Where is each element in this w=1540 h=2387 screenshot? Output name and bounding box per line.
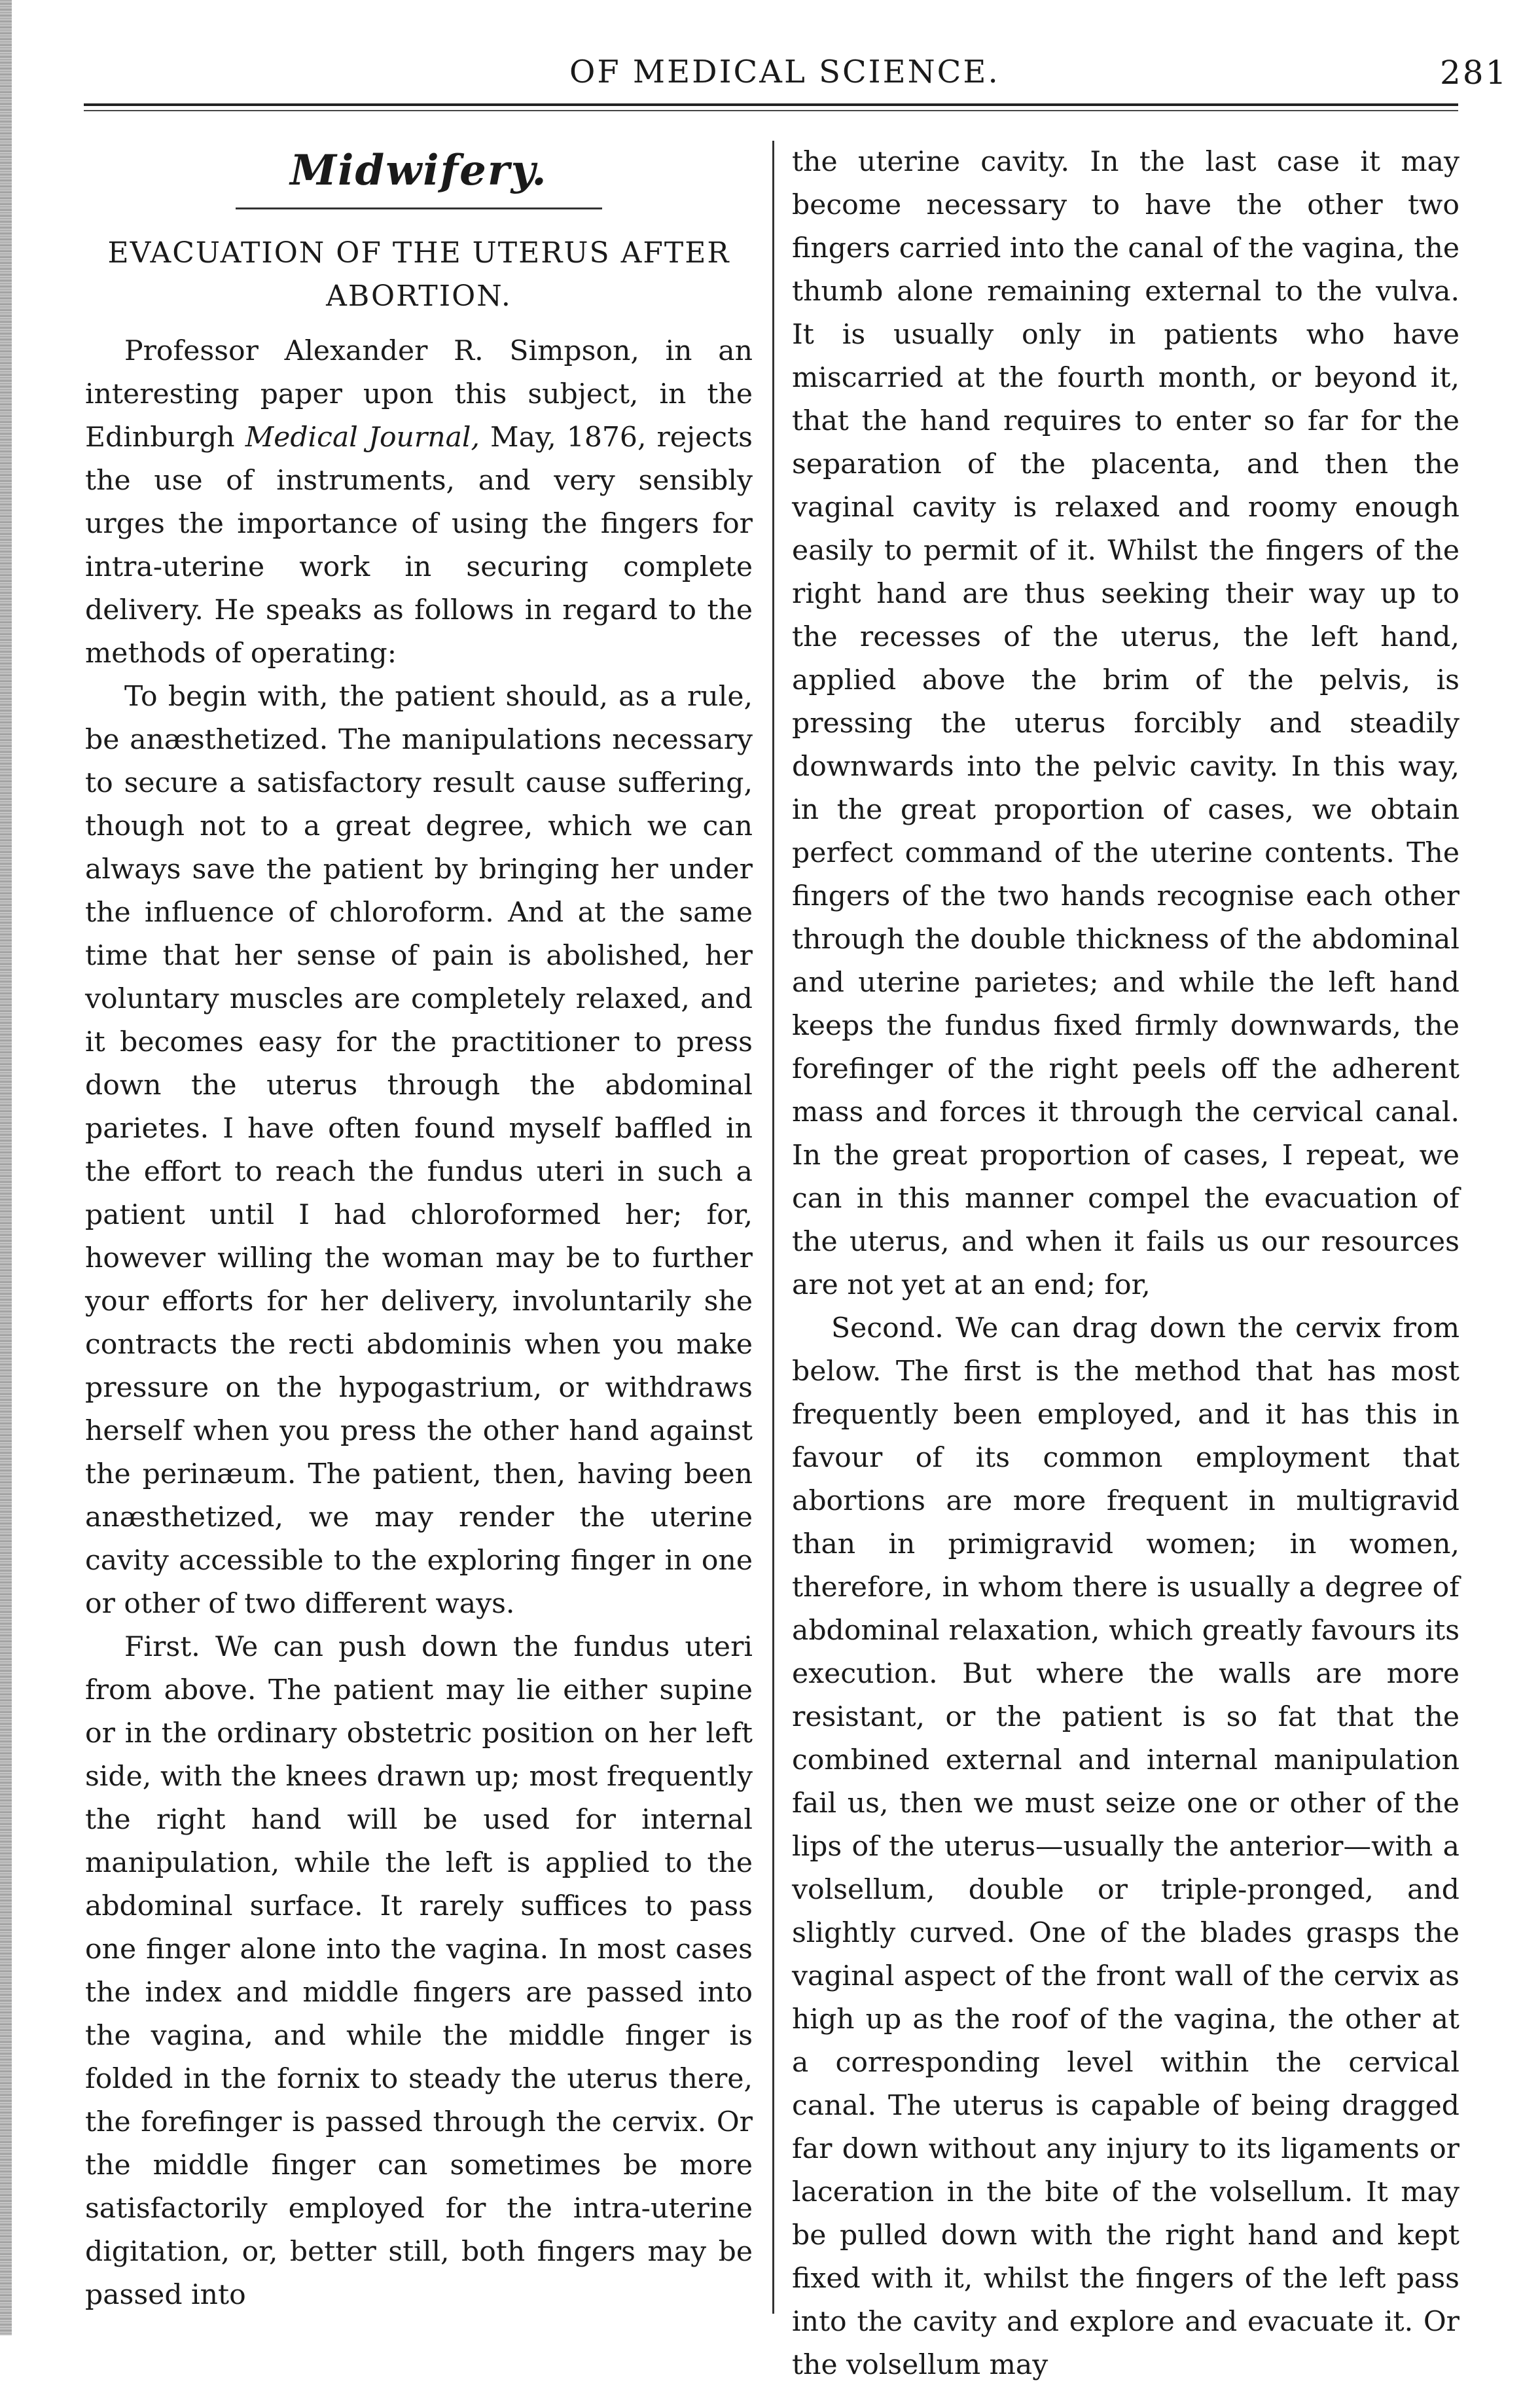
- page-number: 281: [1440, 54, 1509, 92]
- header-rule: [84, 103, 1458, 106]
- intro-text-1: Professor Alexander R. Simpson, in an interesting paper upon this subject, in the Edinburgh: [85, 335, 753, 454]
- section-rule: [236, 207, 602, 209]
- continued-paragraph: the uterine cavity. In the last case it may become necessary to have the other two fingers carried into the canal of the vagina, the thumb alone remaining external to the vulva. It is usually only in patients who have miscarried at the fourth month, or beyond it, that the hand requires to enter so far for the separation of the placenta, and then the vaginal cavity is relaxed and roomy enough easily to permit of it. Whilst the fingers of the right hand are thus seeking their way up to the recesses of the uterus, the left hand, applied above the brim of the pelvis, is pressing the uterus forcibly and steadily downwards into the pelvic cavity. In this way, in the great proportion of cases, we obtain perfect command of the uterine contents. The fingers of the two hands recognise each other through the double thickness of the abdominal and uterine parietes; and while the left hand keeps the fundus fixed firmly downwards, the forefinger of the right peels off the adherent mass and forces it through the cervical canal. In the great proportion of cases, I repeat, we can in this manner compel the evacuation of the uterus, and when it fails us our resources are not yet at an end; for,: [792, 146, 1459, 1301]
- second-method-paragraph: Second. We can drag down the cervix from below. The first is the method that has most frequently been employed, and it has this in favour of its common employment that abortions are more frequent in multigravid than in primigravid women; in women, therefore, in whom there is usually a degree of abdominal relaxation, which greatly favours its execution. But where the walls are more resistant, or the patient is so fat that the combined external and internal manipulation fail us, then we must seize one or other of the lips of the uterus—usually the anterior—with a volsellum, double or triple-pronged, and slightly curved. One of the blades grasps the vaginal aspect of the front wall of the cervix as high up as the roof of the vagina, the other at a corresponding level within the cervical canal. The uterus is capable of being dragged far down without any injury to its ligaments or laceration in the bite of the volsellum. It may be pulled down with the right hand and kept fixed with it, whilst the fingers of the left pass into the cavity and explore and evacuate it. Or the volsellum may: [792, 1312, 1459, 2381]
- anaesthesia-paragraph: To begin with, the patient should, as a rule, be anæsthetized. The manipulations necessary to secure a satisfactory result cause suffering, though not to a great degree, which we can always save the patient by bringing her under the influence of chloroform. And at the same time that her sense of pain is abolished, her voluntary muscles are completely relaxed, and it becomes easy for the practitioner to press down the uterus through the abdominal parietes. I have often found myself baffled in the effort to reach the fundus uteri in such a patient until I had chloroformed her; for, however willing the woman may be to further your efforts for her delivery, involuntarily she contracts the recti abdominis when you make pressure on the hypogastrium, or withdraws herself when you press the other hand against the perinæum. The patient, then, having been anæsthetized, we may render the uterine cavity accessible to the exploring finger in one or other of two different ways.: [85, 681, 753, 1620]
- journal-name: Medical Journal,: [245, 422, 480, 454]
- running-title: OF MEDICAL SCIENCE.: [569, 54, 1000, 90]
- article-title: [85, 232, 753, 318]
- right-column: [792, 141, 1459, 2381]
- intro-paragraph: [85, 330, 753, 675]
- header-rule-thin: [84, 110, 1458, 111]
- article-title-line-2: ABORTION.: [326, 279, 512, 313]
- running-header: [0, 41, 1540, 99]
- column-divider: [772, 141, 774, 2314]
- intro-text-2: May, 1876, rejects the use of instruments, and very sensibly urges the importance of using the fingers for intra-uterine work in securing complete delivery. He speaks as follows in regard to the methods of operating:: [85, 422, 753, 670]
- article-title-line-1: EVACUATION OF THE UTERUS AFTER: [107, 236, 730, 270]
- first-method-paragraph: First. We can push down the fundus uteri from above. The patient may lie either supine or in the ordinary obstetric position on her left side, with the knees drawn up; most frequently the right hand will be used for internal manipulation, while the left is applied to the abdominal surface. It rarely suffices to pass one finger alone into the vagina. In most cases the index and middle fingers are passed into the vagina, and while the middle finger is folded in the fornix to steady the uterus there, the forefinger is passed through the cervix. Or the middle finger can sometimes be more satisfactorily employed for the intra-uterine digitation, or, better still, both fingers may be passed into: [85, 1631, 753, 2311]
- left-column: [85, 141, 753, 2320]
- section-heading: Midwifery.: [290, 146, 548, 195]
- scanned-binding-edge: [0, 0, 12, 2335]
